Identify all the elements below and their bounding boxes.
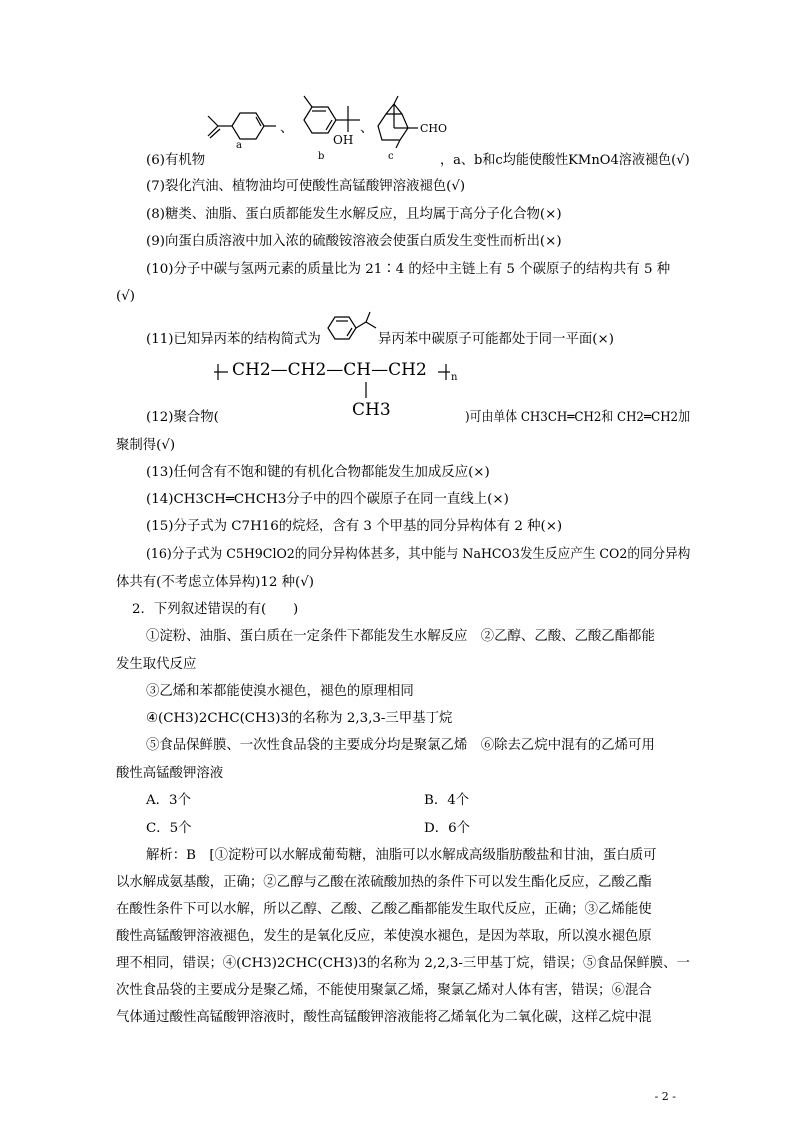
item-9: (9)向蛋白质溶液中加入浓的硫酸铵溶液会使蛋白质发生变性而析出(×) <box>146 234 562 249</box>
item-16-line2: 体共有(不考虑立体异构)12 种(√) <box>116 575 315 590</box>
q2-option-5-line1: ⑤食品保鲜膜、一次性食品袋的主要成分均是聚氯乙烯 ⑥除去乙烷中混有的乙烯可用 <box>146 738 655 753</box>
q2-option-4: ④(CH3)2CHC(CH3)3的名称为 2,3,3-三甲基丁烷 <box>146 711 453 726</box>
analysis-line-2: 以水解成氨基酸，正确；②乙醇与乙酸在浓硫酸加热的条件下可以发生酯化反应，乙酸乙酯 <box>116 875 652 890</box>
choice-b[interactable]: B．4个 <box>424 793 470 808</box>
aldehyde-label: CHO <box>420 122 448 135</box>
separator-1: 、 <box>280 121 294 136</box>
analysis-line-4: 酸性高锰酸钾溶液褪色，发生的是氧化反应，苯使溴水褪色，是因为萃取，所以溴水褪色原 <box>116 929 652 944</box>
page-number: - 2 - <box>654 1090 676 1103</box>
polymer-structure <box>214 360 464 420</box>
analysis-line-6: 次性食品袋的主要成分是聚乙烯，不能使用聚氯乙烯，聚氯乙烯对人体有害，错误；⑥混合 <box>116 983 652 998</box>
item-16-line1: (16)分子式为 C5H9ClO2的同分异构体甚多，其中能与 NaHCO3发生反应产生 CO2的同分异构 <box>146 547 691 562</box>
choice-c[interactable]: C．5个 <box>146 821 192 836</box>
item-12-prefix: (12)聚合物( <box>146 410 219 425</box>
isopropylbenzene-structure <box>322 308 382 348</box>
item-10-line2: (√) <box>116 289 135 304</box>
analysis-line-5: 理不相同，错误；④(CH3)2CHC(CH3)3的名称为 2,2,3-三甲基丁烷，错误；⑤食品保鲜膜、一 <box>116 956 690 971</box>
q2-option-1-line2: 发生取代反应 <box>116 657 197 672</box>
molecule-b-label: b <box>318 151 325 162</box>
item-11-prefix: (11)已知异丙苯的结构简式为 <box>146 332 321 347</box>
item-11-suffix: 异丙苯中碳原子可能都处于同一平面(×) <box>378 332 614 347</box>
polymer-branch: CH3 <box>352 400 391 420</box>
item-8: (8)糖类、油脂、蛋白质都能发生水解反应，且均属于高分子化合物(×) <box>146 207 562 222</box>
hydroxyl-label: OH <box>333 133 354 147</box>
choice-a[interactable]: A．3个 <box>146 793 191 808</box>
analysis-line-3: 在酸性条件下可以水解，所以乙醇、乙酸、乙酸乙酯都能发生取代反应，正确；③乙烯能使 <box>116 902 652 917</box>
item-7: (7)裂化汽油、植物油均可使酸性高锰酸钾溶液褪色(√) <box>146 179 466 194</box>
molecule-c-label: c <box>388 151 394 162</box>
item-14: (14)CH3CH═CHCH3分子中的四个碳原子在同一直线上(×) <box>146 492 509 507</box>
item-12-suffix: )可由单体 CH3CH═CH2和 CH2═CH2加 <box>465 410 690 425</box>
polymer-subscript-n: n <box>451 372 458 383</box>
analysis-line-1: 解析：B [①淀粉可以水解成葡萄糖，油脂可以水解成高级脂肪酸盐和甘油，蛋白质可 <box>146 848 657 863</box>
item-13: (13)任何含有不饱和键的有机化合物都能发生加成反应(×) <box>146 465 490 480</box>
q2-option-3: ③乙烯和苯都能使溴水褪色，褪色的原理相同 <box>146 684 414 699</box>
molecule-b <box>290 94 370 154</box>
analysis-line-7: 气体通过酸性高锰酸钾溶液时，酸性高锰酸钾溶液能将乙烯氧化为二氧化碳，这样乙烷中混 <box>116 1010 652 1025</box>
question-2-stem: 2．下列叙述错误的有( ) <box>132 602 299 617</box>
item-6-suffix: ，a、b和c均能使酸性KMnO4溶液褪色(√) <box>440 153 690 168</box>
polymer-chain: CH2—CH2—CH—CH2 <box>232 360 427 380</box>
q2-option-1-line1: ①淀粉、油脂、蛋白质在一定条件下都能发生水解反应 ②乙醇、乙酸、乙酸乙酯都能 <box>146 629 655 644</box>
choice-d[interactable]: D．6个 <box>424 821 471 836</box>
separator-2: 、 <box>360 121 374 136</box>
item-15: (15)分子式为 C7H16的烷烃，含有 3 个甲基的同分异构体有 2 种(×) <box>146 519 563 534</box>
item-6-prefix: (6)有机物 <box>146 153 206 168</box>
q2-option-5-line2: 酸性高锰酸钾溶液 <box>116 766 224 781</box>
item-12-line2: 聚制得(√) <box>116 438 176 453</box>
item-10-line1: (10)分子中碳与氢两元素的质量比为 21∶4 的烃中主链上有 5 个碳原子的结构共有 5 种 <box>146 262 671 277</box>
molecule-a-label: a <box>236 140 242 151</box>
